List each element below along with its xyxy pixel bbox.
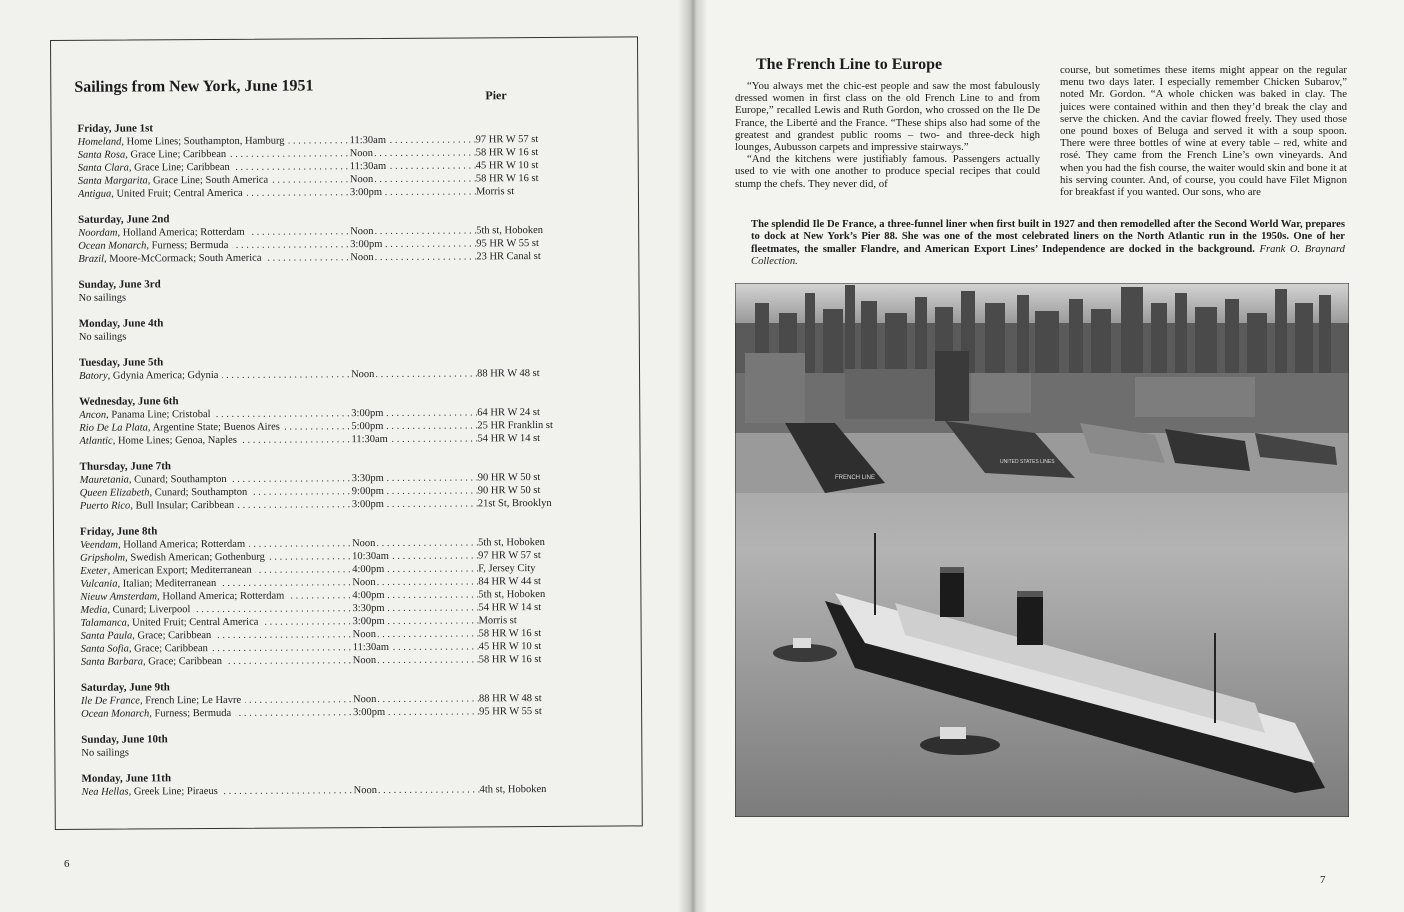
no-sailings-note: No sailings — [78, 292, 127, 304]
day-heading: Sunday, June 10th — [81, 733, 168, 746]
departure-time: Noon — [349, 148, 374, 160]
schedule-day — [81, 731, 621, 760]
pier-location: 97 HR W 57 st — [478, 550, 541, 562]
pier-location: 5th st, Hoboken — [476, 224, 544, 237]
line-destination: , Cunard; Liverpool — [107, 604, 191, 616]
line-destination: , Gdynia America; Gdynia — [107, 369, 219, 382]
line-destination: , Cunard; Southampton — [128, 473, 227, 486]
ship-name: Rio De La Plata — [79, 422, 148, 434]
pier-location: 58 HR W 16 st — [475, 147, 539, 159]
line-destination: , Moore-McCormack; South America — [103, 252, 262, 265]
sailing-row — [78, 185, 618, 201]
caption-credit: Frank O. Braynard Collection. — [751, 243, 1345, 268]
departure-time: 3:00pm — [351, 498, 384, 511]
pier-location: 5th st, Hoboken — [478, 536, 545, 549]
sailing-row — [82, 783, 622, 799]
pier-location: 97 HR W 57 st — [475, 134, 539, 146]
pier-location: 58 HR W 16 st — [478, 628, 542, 640]
schedule-day — [81, 770, 621, 799]
departure-time: 10:30am — [352, 550, 389, 563]
schedule-day — [80, 523, 621, 669]
day-heading: Saturday, June 2nd — [78, 213, 170, 226]
schedule-day — [80, 458, 620, 513]
pier-column-header: Pier — [485, 88, 507, 103]
line-destination: , Furness; Bermuda — [149, 707, 232, 720]
pier-location: 90 HR W 50 st — [477, 472, 541, 484]
ship-name: Brazil — [78, 253, 105, 265]
day-heading: Monday, June 4th — [78, 317, 164, 330]
line-destination: , Home Lines; Southampton, Hamburg — [121, 135, 285, 148]
ile-de-france-photo — [735, 283, 1349, 817]
line-destination: , Italian; Mediterranean — [117, 577, 217, 590]
departure-time: 3:00pm — [352, 615, 385, 628]
departure-time: Noon — [350, 252, 374, 264]
ship-name: Santa Sofia — [80, 643, 129, 655]
ship-name: Santa Margarita — [77, 175, 148, 187]
harbor-photograph — [735, 283, 1349, 817]
page-number-left: 6 — [64, 858, 70, 870]
line-destination: , Home Lines; Genoa, Naples — [112, 434, 237, 447]
sailing-row — [79, 367, 619, 383]
ship-name: Exeter — [80, 565, 108, 577]
departure-time: 11:30am — [351, 433, 388, 446]
line-destination: , Grace Line; South America — [147, 174, 269, 187]
ship-name: Santa Barbara — [80, 656, 143, 668]
day-heading: Thursday, June 7th — [79, 460, 172, 473]
line-destination: , United Fruit; Central America — [111, 187, 243, 200]
pier-location: 25 HR Franklin st — [477, 419, 553, 432]
departure-time: 5:00pm — [351, 420, 384, 433]
ship-name: Veendam — [80, 539, 119, 551]
line-destination: , Swedish American; Gothenburg — [125, 551, 265, 564]
pier-location: Morris st — [478, 615, 517, 627]
ship-name: Puerto Rico — [79, 500, 131, 512]
ship-name: Ile De France — [81, 695, 140, 707]
line-destination: , Holland America; Rotterdam — [117, 538, 246, 551]
pier-location: 58 HR W 16 st — [475, 173, 539, 185]
departure-time: 9:00pm — [351, 485, 384, 498]
ship-name: Ocean Monarch — [78, 240, 147, 252]
line-destination: , Argentine State; Buenos Aires — [147, 421, 280, 434]
ship-name: Santa Clara — [77, 162, 129, 174]
day-heading: Friday, June 8th — [79, 525, 158, 538]
departure-time: Noon — [349, 174, 374, 186]
schedule-body — [78, 120, 622, 812]
sailing-row — [78, 250, 618, 266]
pier-location: 4th st, Hoboken — [479, 783, 547, 796]
sailing-row — [80, 497, 620, 513]
departure-time: 3:00pm — [353, 706, 386, 719]
article-column-2 — [1060, 64, 1347, 198]
departure-time: Noon — [352, 629, 377, 641]
pier-location: 21st St, Brooklyn — [477, 497, 552, 510]
line-destination: , French Line; Le Havre — [139, 694, 242, 707]
pier-location: 5th st, Hoboken — [478, 588, 546, 601]
ship-name: Batory — [79, 370, 108, 382]
day-heading: Wednesday, June 6th — [79, 395, 179, 408]
pier-location: 64 HR W 24 st — [477, 407, 540, 419]
pier-location: Morris st — [475, 186, 515, 198]
pier-location: 95 HR W 55 st — [476, 238, 539, 250]
ship-name: Ancon — [79, 409, 107, 421]
ship-name: Santa Rosa — [77, 149, 126, 161]
day-heading: Saturday, June 9th — [80, 681, 170, 694]
pier-location: 23 HR Canal st — [476, 251, 541, 263]
ship-name: Media — [80, 604, 108, 616]
departure-time: Noon — [351, 369, 375, 381]
pier-location: 88 HR W 48 st — [477, 368, 540, 380]
departure-time: 11:30am — [352, 641, 390, 654]
departure-time: Noon — [353, 694, 377, 706]
sailing-schedule-box — [50, 36, 643, 830]
schedule-day — [78, 120, 618, 201]
departure-time: 3:00pm — [350, 238, 383, 251]
no-sailings-note: No sailings — [81, 747, 129, 759]
departure-time: 3:30pm — [352, 602, 385, 615]
line-destination: , Grace; Caribbean — [142, 655, 222, 668]
pier-location: 90 HR W 50 st — [477, 485, 541, 497]
ship-name: Antigua — [77, 188, 112, 200]
ship-name: Nea Hellas — [81, 786, 129, 798]
ship-name: Ocean Monarch — [81, 708, 150, 720]
pier-location: 54 HR W 14 st — [477, 433, 541, 445]
article-paragraph: course, but sometimes these items might appear on the regular menu two days later. I especially remember Chicken Subarov,” noted Mr. Gordon. “A whole chicken was baked in clay. The juices were contained within and then they’d break the clay and serve the chicken. And the caviar flowed freely. They used those one pound boxes of Beluga and served it with a soup spoon. There were three bottles of wine at every table – red, white and rosé. They came from the French Line’s own vineyards. And when you had the fish course, the waiter would skin and bone it at his serving counter. And, of course, you could have Filet Mignon for breakfast if you wanted. Our sons, who are — [1060, 64, 1347, 199]
pier-location: 95 HR W 55 st — [479, 706, 542, 718]
schedule-day — [79, 393, 619, 448]
departure-time: 11:30am — [349, 160, 387, 173]
line-destination: , Grace Line; Caribbean — [128, 161, 230, 174]
ship-name: Queen Elizabeth — [79, 487, 150, 499]
ship-name: Talamanca — [80, 617, 127, 629]
departure-time: Noon — [352, 577, 376, 589]
line-destination: , Grace; Caribbean — [132, 630, 212, 642]
departure-time: 4:00pm — [352, 563, 385, 576]
departure-time: Noon — [353, 785, 377, 797]
pier-location: 84 HR W 44 st — [478, 576, 541, 588]
ship-name: Atlantic — [79, 435, 113, 447]
schedule-day — [79, 354, 619, 383]
schedule-day — [81, 679, 621, 721]
ship-name: Noordam — [78, 227, 118, 239]
pier-location: 45 HR W 10 st — [475, 160, 539, 172]
departure-time: 3:30pm — [351, 472, 384, 485]
day-heading: Sunday, June 3rd — [78, 278, 161, 291]
line-destination: , American Export; Mediterranean — [107, 564, 252, 577]
photo-caption — [751, 219, 1345, 269]
article-column-1 — [735, 80, 1040, 190]
line-destination: , Grace; Caribbean — [128, 643, 208, 655]
ship-name: Vulcania — [80, 578, 118, 590]
line-destination: , Panama Line; Cristobal — [106, 409, 211, 421]
shed-sign: UNITED STATES LINES — [1000, 459, 1055, 465]
pier-location: F, Jersey City — [478, 563, 536, 575]
departure-time: Noon — [352, 655, 377, 667]
ship-name: Nieuw Amsterdam — [80, 591, 158, 603]
departure-time: 11:30am — [349, 134, 387, 147]
line-destination: , Furness; Bermuda — [146, 239, 229, 252]
line-destination: , Holland America; Rotterdam — [157, 590, 285, 603]
article-paragraph: “And the kitchens were justifiably famous. Passengers actually used to vie with one another to produce special recipes that could stump the chefs. They never did, of — [735, 153, 1040, 190]
no-sailings-note: No sailings — [78, 331, 127, 343]
pier-location: 58 HR W 16 st — [478, 654, 542, 666]
departure-time: 4:00pm — [352, 589, 385, 602]
schedule-day — [79, 315, 619, 344]
departure-time: Noon — [352, 538, 376, 550]
pier-location: 45 HR W 10 st — [478, 641, 542, 653]
pier-sign: FRENCH LINE — [835, 475, 876, 481]
pier-location: 54 HR W 14 st — [478, 602, 542, 614]
line-destination: , Cunard; Southampton — [149, 486, 248, 499]
departure-time: 3:00pm — [349, 186, 383, 199]
book-gutter — [678, 0, 708, 912]
left-page — [0, 0, 690, 912]
line-destination: , Grace Line; Caribbean — [125, 148, 227, 161]
schedule-day — [78, 211, 618, 266]
departure-time: 3:00pm — [351, 407, 384, 420]
day-heading: Friday, June 1st — [77, 122, 154, 135]
page-number-right: 7 — [1320, 874, 1326, 886]
day-heading: Tuesday, June 5th — [78, 356, 164, 369]
departure-time: Noon — [350, 226, 374, 238]
line-destination: , Holland America; Rotterdam — [117, 226, 245, 239]
line-destination: , Bull Insular; Caribbean — [130, 499, 235, 512]
line-destination: , Greek Line; Piraeus — [128, 785, 218, 798]
sailing-row — [81, 653, 621, 669]
ship-name: Gripsholm — [80, 552, 126, 564]
article-paragraph: “You always met the chic-est people and saw the most fabulously dressed women in first class on the old French Line to and from Europe,” recalled Lewis and Ruth Gordon, who crossed on the Ile De France, the Liberté and the France. “These ships also had some of the greatest and grandest public rooms – two- and three-deck high lounges, Aubusson carpets and impressive stairways.” — [735, 80, 1040, 154]
day-heading: Monday, June 11th — [81, 772, 172, 785]
pier-location: 88 HR W 48 st — [478, 693, 542, 705]
schedule-title: Sailings from New York, June 1951 — [74, 77, 314, 96]
line-destination: , United Fruit; Central America — [126, 616, 259, 629]
sailing-row — [79, 432, 619, 448]
schedule-day — [78, 276, 618, 305]
sailing-row — [81, 705, 621, 721]
caption-text: The splendid Ile De France, a three-funnel liner when first built in 1927 and then remodelled after the Second World War, prepares to dock at New York’s Pier 88. She was one of the most celebrated liners on the North Atlantic run in the 1950s. One of her fleetmates, the smaller Flandre, and American Export Lines’ Independence are docked in the background. — [751, 219, 1345, 255]
article-title: The French Line to Europe — [756, 56, 943, 73]
ship-name: Mauretania — [79, 474, 129, 486]
ship-name: Homeland — [77, 136, 122, 148]
right-page — [690, 0, 1404, 912]
ship-name: Santa Paula — [80, 630, 133, 642]
